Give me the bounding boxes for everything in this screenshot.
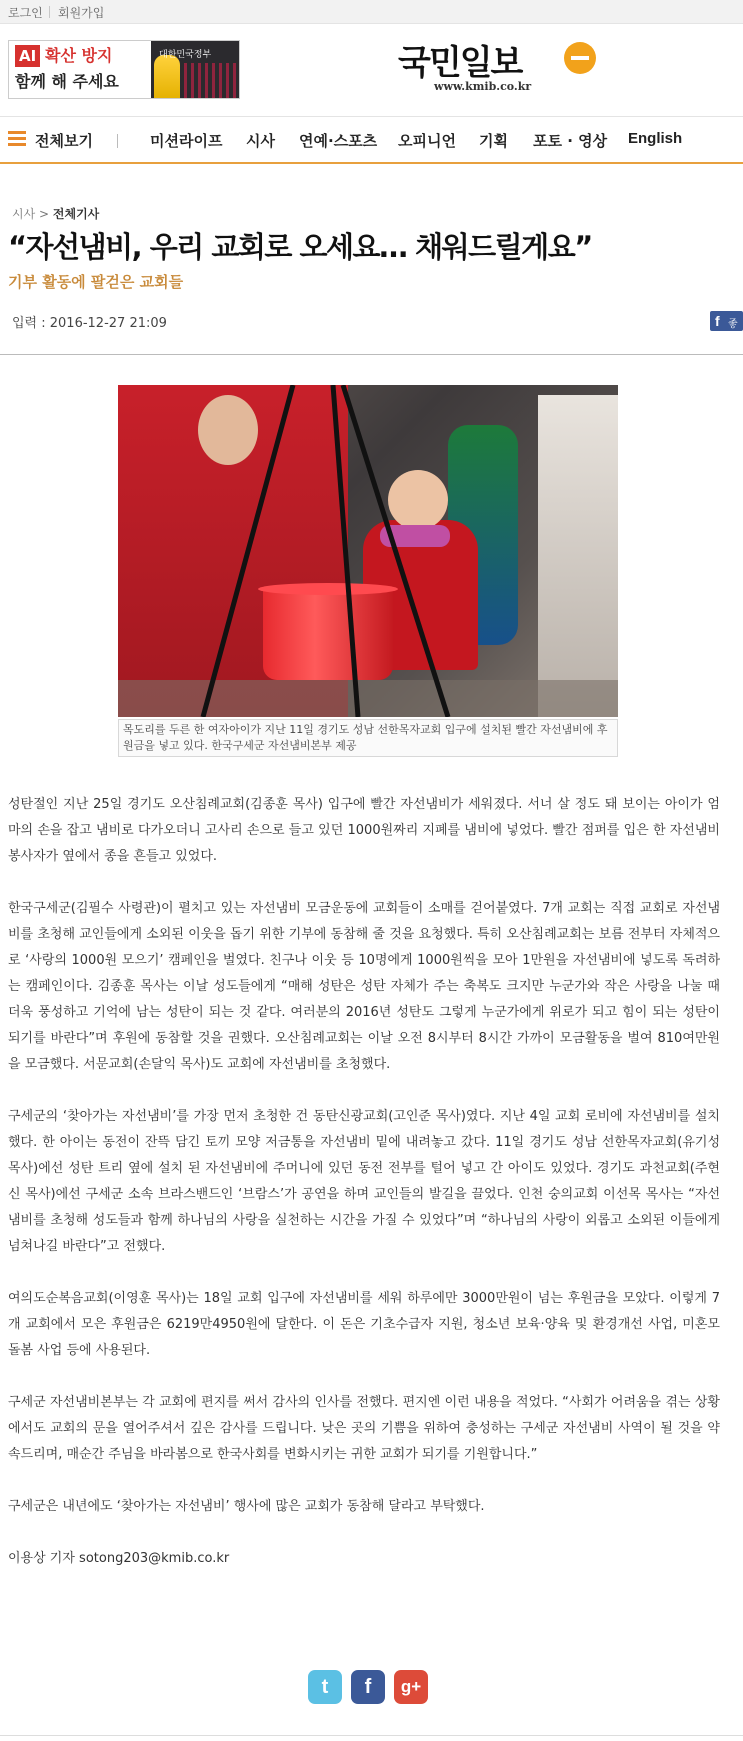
facebook-share-button-bottom[interactable] bbox=[351, 1670, 385, 1704]
ad-banner[interactable] bbox=[8, 40, 240, 99]
nav-divider bbox=[117, 134, 118, 148]
nav-item-english[interactable]: English bbox=[628, 130, 683, 147]
logo-emblem-icon[interactable] bbox=[564, 42, 596, 74]
signup-link[interactable]: 회원가입 bbox=[58, 6, 105, 20]
article-subtitle: 기부 활동에 팔걷은 교회들 bbox=[8, 273, 184, 291]
ad-line-1: 확산 방지 bbox=[45, 46, 113, 65]
article-byline: 이용상 기자 sotong203@kmib.co.kr bbox=[8, 1551, 230, 1566]
top-utility-bar bbox=[0, 0, 743, 24]
site-logo[interactable]: 국민일보 bbox=[398, 43, 522, 83]
ad-gov-label: 대한민국정부 bbox=[159, 50, 212, 60]
article-body bbox=[8, 792, 720, 1598]
breadcrumb-separator: > bbox=[39, 207, 50, 221]
facebook-share-label: 좋 bbox=[728, 319, 738, 330]
nav-item-features[interactable]: 기획 bbox=[479, 132, 508, 150]
nav-item-entertainment-sports[interactable]: 연예·스포츠 bbox=[299, 132, 378, 150]
article-paragraph: 구세군 자선냄비본부는 각 교회에 편지를 써서 감사의 인사를 전했다. 편지엔 이런 내용을 적었다. “사회가 어려움을 겪는 상황에서도 교회의 문을 열어주셔서 깊은 감사를 드립니다. 낮은 곳의 기쁨을 위하여 충성하는 구세군 자선냄비 사역이 될 것을 약속드리며, 매순간 주님을 바라봄으로 한국사회를 변화시키는 귀한 교회가 되기를 기원합니다.” bbox=[8, 1395, 720, 1462]
article-paragraph: 구세군의 ‘찾아가는 자선냄비’를 가장 먼저 초청한 건 동탄신광교회(고인준 목사)였다. 지난 4일 교회 로비에 자선냄비를 설치했다. 한 아이는 동전이 잔뜩 담긴 토끼 모양 저금통을 자선냄비 밑에 내려놓고 갔다. 11일 경기도 성남 선한목자교회(유기성 목사)에선 성탄 트리 옆에 설치 된 자선냄비에 주머니에 있던 동전 전부를 털어 넣고 간 아이도 있었다. 경기도 과천교회(주현신 목사)에선 구세군 소속 브라스밴드인 ‘브람스’가 공연을 하며 교인들의 발길을 끌었다. 인천 숭의교회 이선목 목사는 “자선냄비를 초청해 성도들과 함께 하나님의 사랑을 실천하는 시간을 가질 수 있었다”며 “하나님의 사랑이 외롭고 소외된 이들에게 넘쳐나길 바란다”고 전했다. bbox=[8, 1109, 720, 1254]
main-nav bbox=[0, 116, 743, 164]
nav-item-opinion[interactable]: 오피니언 bbox=[398, 132, 456, 150]
breadcrumb-current[interactable]: 전체기사 bbox=[52, 207, 100, 221]
article-date: 입력 : 2016-12-27 21:09 bbox=[12, 316, 167, 331]
facebook-icon: f bbox=[715, 313, 720, 329]
breadcrumb bbox=[12, 205, 99, 222]
login-link[interactable]: 로그인 bbox=[8, 6, 43, 20]
ad-ai-badge: AI bbox=[15, 45, 40, 67]
article-paragraph: 여의도순복음교회(이영훈 목사)는 18일 교회 입구에 자선냄비를 세워 하루에만 3000만원이 넘는 후원금을 모았다. 이렇게 7개 교회에서 모은 후원금은 6219만4950원에 달한다. 이 돈은 기초수급자 지원, 청소년 보육·양육 및 환경개선 사업, 미혼모 돌봄 사업 등에 사용된다. bbox=[8, 1291, 720, 1358]
article-photo bbox=[118, 385, 618, 717]
nav-all-button[interactable]: 전체보기 bbox=[35, 132, 93, 150]
breadcrumb-section[interactable]: 시사 bbox=[12, 207, 36, 221]
twitter-share-button[interactable] bbox=[308, 1670, 342, 1704]
photo-tripod bbox=[118, 385, 618, 717]
ad-worker-image bbox=[154, 55, 180, 99]
twitter-icon: t bbox=[321, 1676, 329, 1698]
ad-background-image bbox=[184, 63, 239, 99]
ad-line-2: 함께 해 주세요 bbox=[15, 72, 119, 91]
photo-caption: 목도리를 두른 한 여자아이가 지난 11일 경기도 성남 선한목자교회 입구에 설치된 빨간 자선냄비에 후원금을 넣고 있다. 한국구세군 자선냄비본부 제공 bbox=[118, 719, 618, 757]
header-divider bbox=[0, 354, 743, 355]
nav-item-missionlife[interactable]: 미션라이프 bbox=[150, 132, 223, 150]
googleplus-icon: g+ bbox=[400, 1677, 422, 1696]
facebook-share-button[interactable] bbox=[710, 311, 743, 331]
article-paragraph: 한국구세군(김필수 사령관)이 펼치고 있는 자선냄비 모금운동에 교회들이 소매를 걷어붙였다. 7개 교회는 직접 교회로 자선냄비를 초청해 교인들에게 소외된 이웃을 돕기 위한 기부에 동참해 줄 것을 요청했다. 특히 오산침례교회는 보름 전부터 자체적으로 ‘사랑의 1000원 모으기’ 캠페인을 벌였다. 친구나 이웃 등 10명에게 1000원씩을 모아 1만원을 자선냄비에 넣도록 독려하는 캠페인이다. 김종훈 목사는 이날 성도들에게 “매해 성탄은 성탄 자체가 주는 축복도 크지만 누군가와 작은 사랑을 나눌 때 더욱 풍성하고 기억에 남는 성탄이 되는 것 같다. 여러분의 2016년 성탄도 그렇게 누군가에게 위로가 되고 힘이 되는 성탄이 되기를 바란다”며 후원에 동참할 것을 권했다. 오산침례교회는 이날 오전 8시부터 8시간 가까이 모금활동을 벌여 810여만원을 모금했다. 서문교회(손달익 목사)도 교회에 자선냄비를 초청했다. bbox=[8, 901, 720, 1072]
article-paragraph: 구세군은 내년에도 ‘찾아가는 자선냄비’ 행사에 많은 교회가 동참해 달라고 부탁했다. bbox=[8, 1499, 485, 1514]
article-title: “자선냄비, 우리 교회로 오세요… 채워드릴게요” bbox=[8, 230, 592, 264]
article-paragraph: 성탄절인 지난 25일 경기도 오산침례교회(김종훈 목사) 입구에 빨간 자선냄비가 세워졌다. 서너 살 정도 돼 보이는 아이가 엄마의 손을 잡고 냄비로 다가오더니 고사리 손으로 들고 있던 1000원짜리 지폐를 냄비에 넣었다. 빨간 점퍼를 입은 한 자선냄비 봉사자가 옆에서 종을 흔들고 있었다. bbox=[8, 797, 720, 864]
topbar-divider bbox=[49, 6, 50, 18]
nav-item-current-affairs[interactable]: 시사 bbox=[246, 132, 275, 150]
menu-hamburger-icon[interactable] bbox=[8, 131, 26, 147]
site-url: www.kmib.co.kr bbox=[434, 80, 532, 93]
footer-divider bbox=[0, 1735, 743, 1736]
googleplus-share-button[interactable] bbox=[394, 1670, 428, 1704]
nav-item-photo-video[interactable]: 포토 · 영상 bbox=[533, 132, 608, 150]
facebook-icon: f bbox=[364, 1676, 372, 1698]
